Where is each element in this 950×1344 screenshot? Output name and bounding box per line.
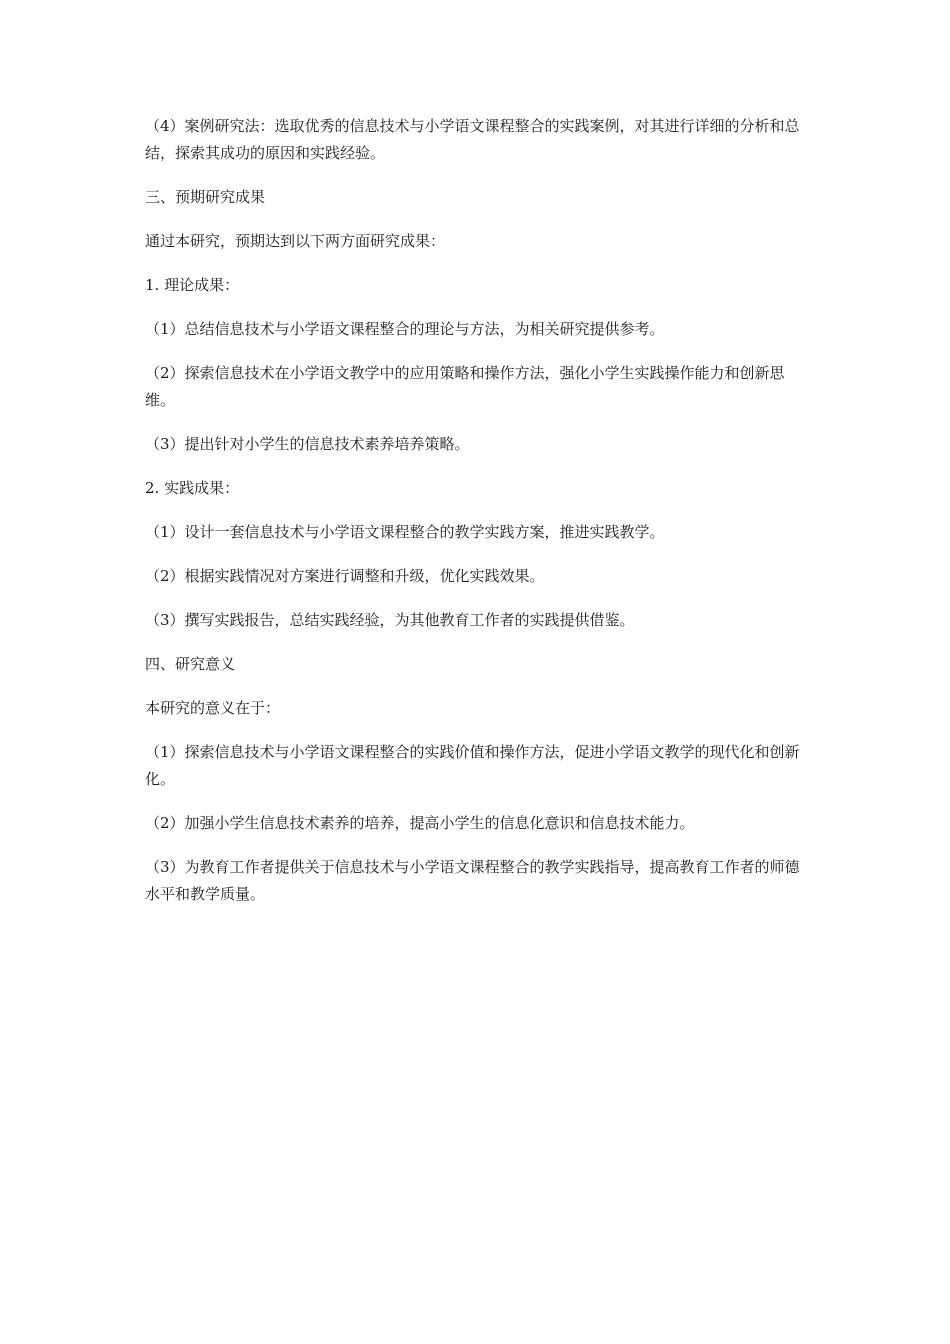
list-item-theory-3: （3）提出针对小学生的信息技术素养培养策略。 [145, 435, 470, 453]
list-item-practice-1: （1）设计一套信息技术与小学语文课程整合的教学实践方案，推进实践教学。 [145, 523, 665, 541]
subheading-practical-results: 2. 实践成果： [145, 479, 240, 497]
paragraph-results-intro: 通过本研究，预期达到以下两方面研究成果： [145, 232, 446, 250]
list-item-significance-2: （2）加强小学生信息技术素养的培养，提高小学生的信息化意识和信息技术能力。 [145, 814, 695, 832]
list-item-practice-2: （2）根据实践情况对方案进行调整和升级，优化实践效果。 [145, 567, 545, 585]
paragraph-significance-intro: 本研究的意义在于： [145, 699, 281, 717]
section-heading-expected-results: 三、预期研究成果 [145, 188, 266, 206]
list-item-practice-3: （3）撰写实践报告，总结实践经验，为其他教育工作者的实践提供借鉴。 [145, 611, 635, 629]
document-body [145, 113, 810, 925]
list-item-significance-1: （1）探索信息技术与小学语文课程整合的实践价值和操作方法，促进小学语文教学的现代化和创新化。 [145, 743, 800, 788]
list-item-significance-3: （3）为教育工作者提供关于信息技术与小学语文课程整合的教学实践指导，提高教育工作者的师德水平和教学质量。 [145, 858, 800, 903]
list-item-theory-2: （2）探索信息技术在小学语文教学中的应用策略和操作方法，强化小学生实践操作能力和创新思维。 [145, 364, 785, 409]
list-item-theory-1: （1）总结信息技术与小学语文课程整合的理论与方法，为相关研究提供参考。 [145, 320, 665, 338]
section-heading-significance: 四、研究意义 [145, 655, 236, 673]
paragraph-case-study-method: （4）案例研究法：选取优秀的信息技术与小学语文课程整合的实践案例，对其进行详细的分析和总结，探索其成功的原因和实践经验。 [145, 117, 800, 162]
subheading-theoretical-results: 1. 理论成果： [145, 276, 240, 294]
